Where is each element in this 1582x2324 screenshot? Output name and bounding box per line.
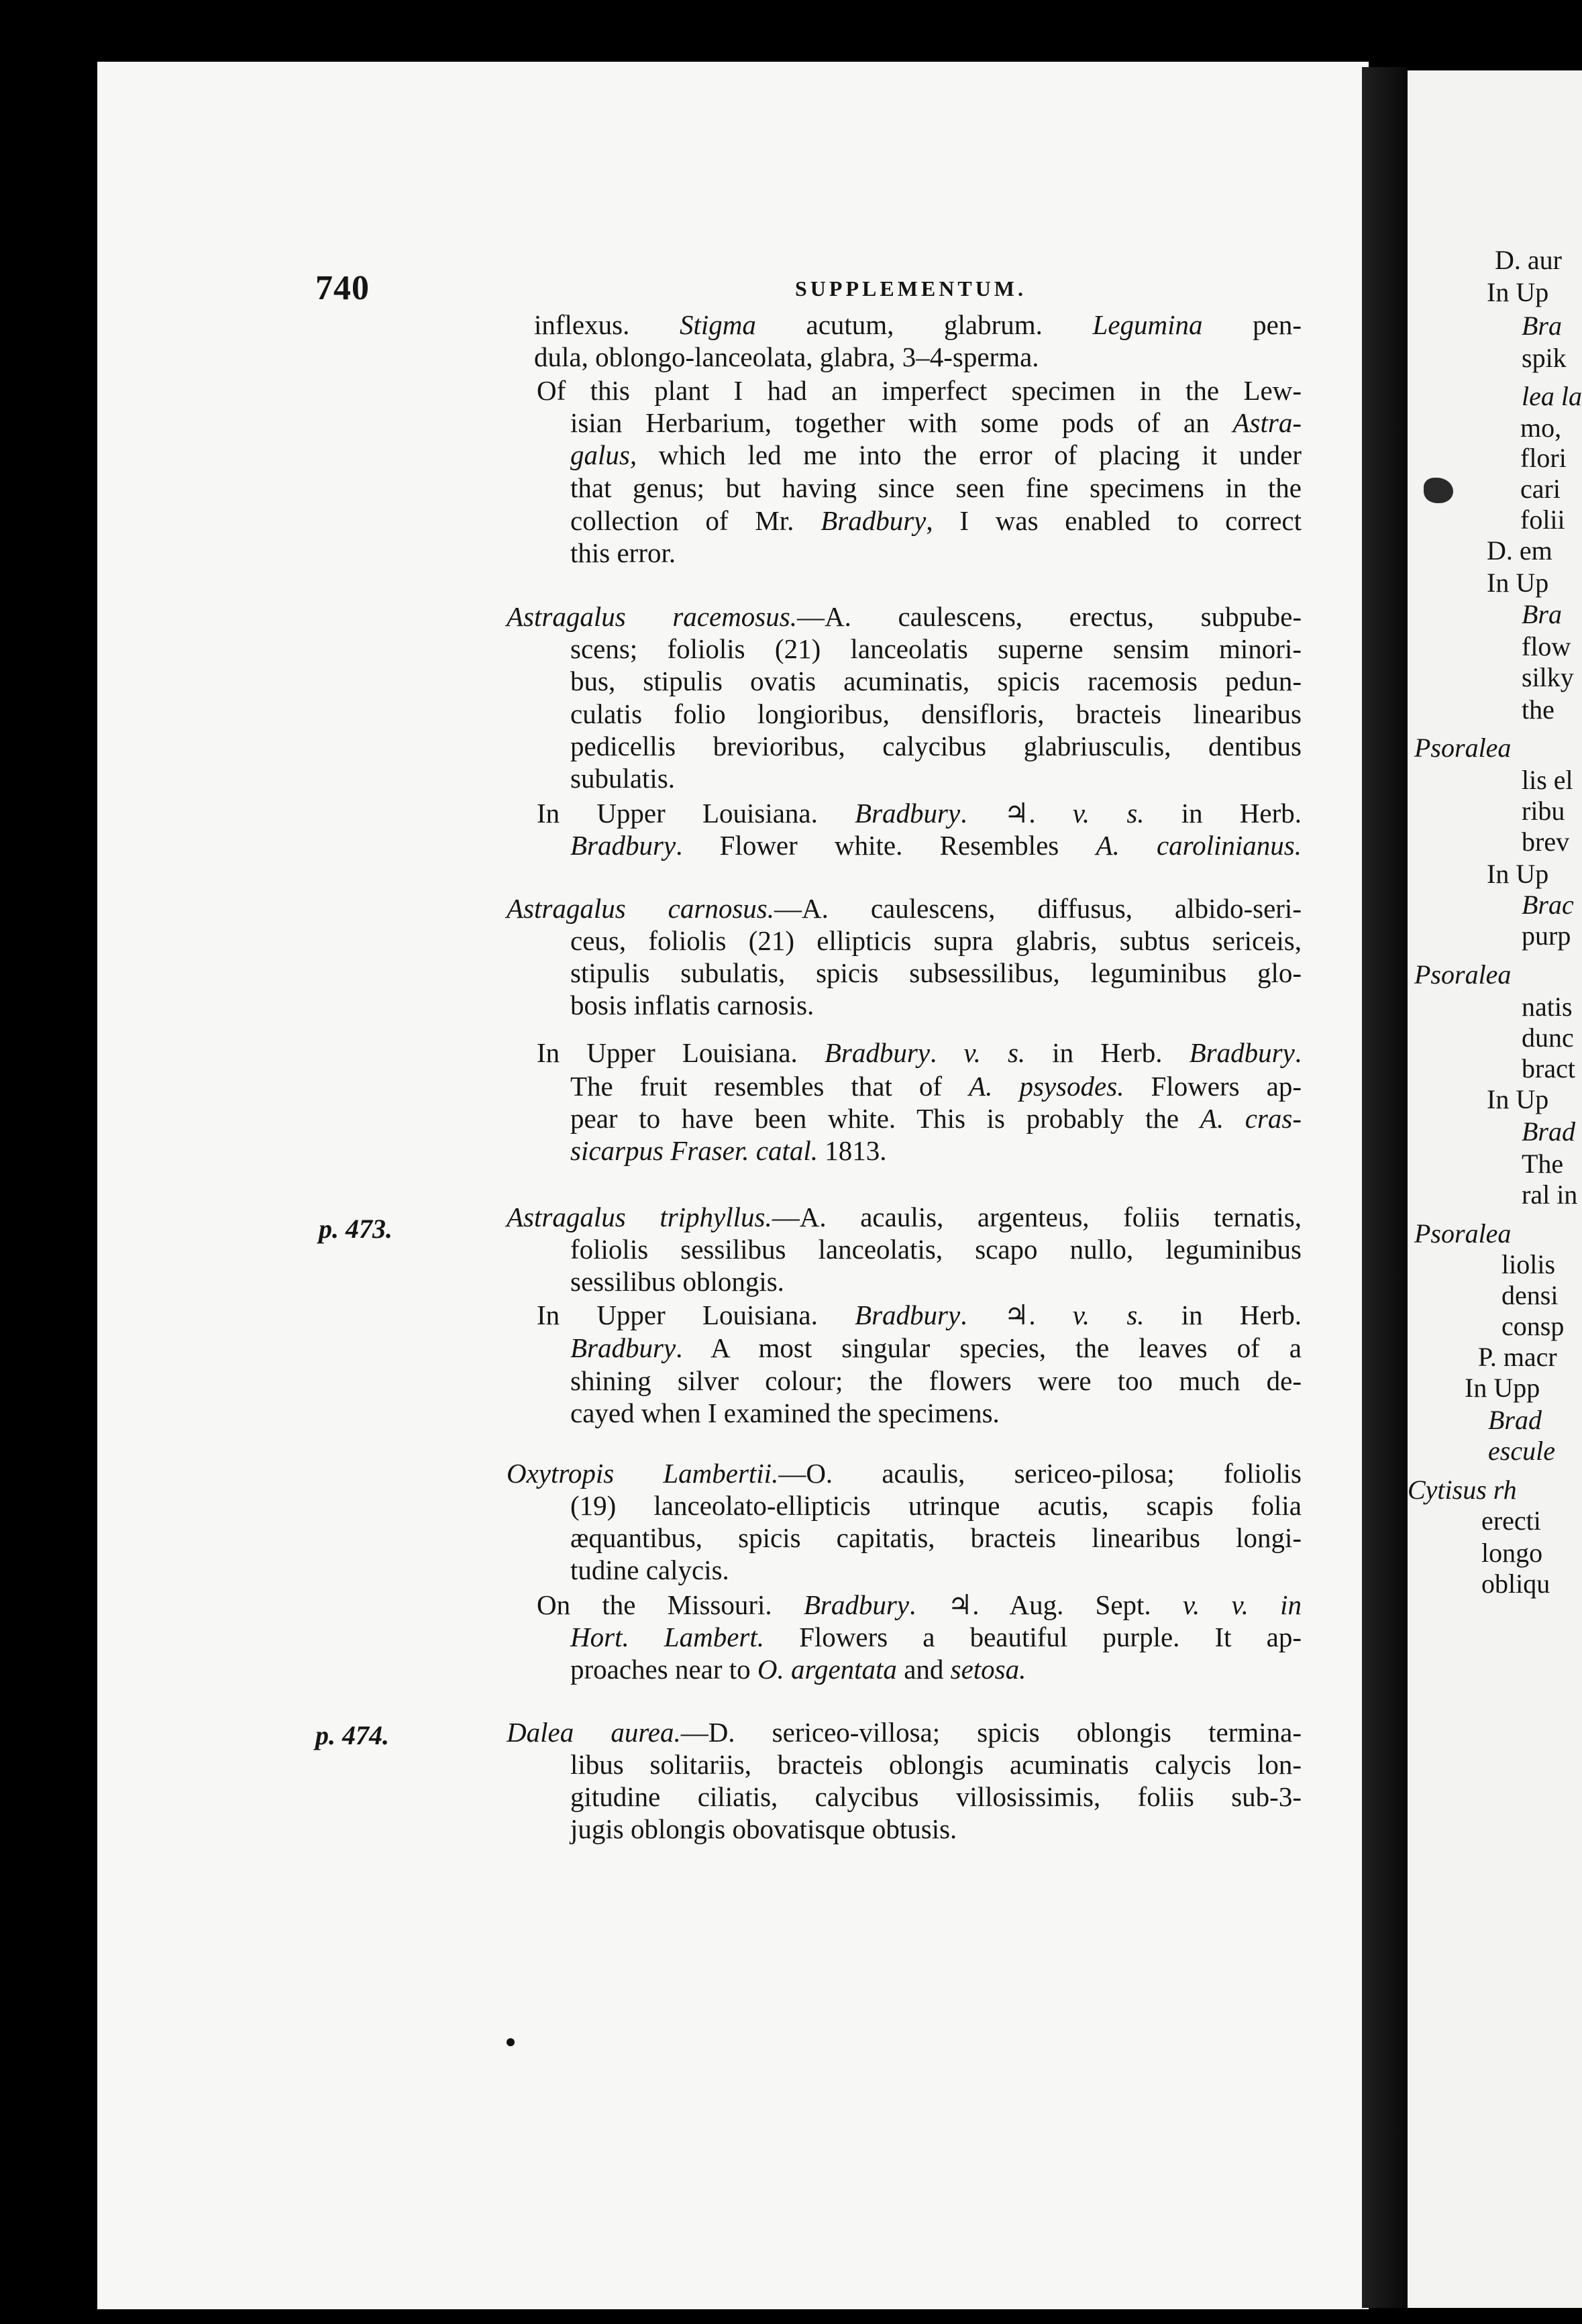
facing-page-line: densi bbox=[1501, 1280, 1559, 1310]
facing-page-line: ral in bbox=[1522, 1179, 1578, 1210]
facing-page-line: Psoralea bbox=[1414, 1218, 1512, 1249]
facing-page-line: Bra bbox=[1522, 599, 1562, 629]
facing-page-line: liolis bbox=[1501, 1249, 1556, 1279]
facing-page-line: consp bbox=[1501, 1311, 1565, 1341]
text-line: Hort. Lambert. Flowers a beautiful purple. It ap- bbox=[570, 1622, 1302, 1652]
facing-page-line: the bbox=[1522, 694, 1554, 725]
text-line: On the Missouri. Bradbury. ♃. Aug. Sept. v. v. in bbox=[537, 1589, 1302, 1620]
facing-page-line: Brac bbox=[1522, 890, 1574, 920]
text-line: Bradbury. Flower white. Resembles A. carolinianus. bbox=[570, 830, 1302, 861]
facing-page-line: Bra bbox=[1522, 311, 1562, 341]
facing-page-line: Brad bbox=[1488, 1405, 1542, 1435]
text-line: pear to have been white. This is probably the A. cras- bbox=[570, 1103, 1302, 1134]
facing-page-line: folii bbox=[1520, 505, 1565, 535]
facing-page-line: obliqu bbox=[1481, 1569, 1550, 1599]
text-line: galus, which led me into the error of placing it under bbox=[570, 439, 1302, 470]
text-line: The fruit resembles that of A. psysodes. Flowers ap- bbox=[570, 1071, 1302, 1102]
text-line: foliolis sessilibus lanceolatis, scapo nullo, leguminibus bbox=[570, 1234, 1302, 1265]
text-line: subulatis. bbox=[570, 763, 676, 794]
facing-page-line: In Up bbox=[1487, 859, 1549, 889]
book-spine-gutter bbox=[1362, 67, 1408, 2308]
text-line: bus, stipulis ovatis acuminatis, spicis racemosis pedun- bbox=[570, 666, 1302, 696]
text-line: dula, oblongo-lanceolata, glabra, 3–4-sperma. bbox=[534, 341, 1039, 372]
facing-page-line: Psoralea bbox=[1414, 733, 1512, 763]
text-line: this error. bbox=[570, 537, 676, 568]
facing-page-line: dunc bbox=[1522, 1022, 1574, 1053]
ink-blot bbox=[1424, 478, 1453, 503]
text-line: tudine calycis. bbox=[570, 1554, 729, 1585]
text-line: Of this plant I had an imperfect specimen in the Lew- bbox=[537, 375, 1302, 406]
facing-page-line: In Up bbox=[1487, 568, 1549, 598]
text-line: Astragalus racemosus.—A. caulescens, erectus, subpube- bbox=[507, 601, 1302, 632]
text-line: In Upper Louisiana. Bradbury. ♃. v. s. in Herb. bbox=[537, 798, 1302, 829]
text-line: sicarpus Fraser. catal. 1813. bbox=[570, 1135, 887, 1166]
text-line: Dalea aurea.—D. sericeo-villosa; spicis oblongis termina- bbox=[507, 1717, 1302, 1748]
facing-page-fragment bbox=[1408, 70, 1582, 2308]
facing-page-line: lea la bbox=[1522, 381, 1582, 411]
facing-page-line: erecti bbox=[1481, 1506, 1541, 1536]
text-line: bosis inflatis carnosis. bbox=[570, 990, 814, 1020]
facing-page-line: The bbox=[1522, 1149, 1564, 1179]
facing-page-line: cari bbox=[1520, 474, 1561, 504]
text-line: shining silver colour; the flowers were too much de- bbox=[570, 1365, 1302, 1396]
facing-page-line: ribu bbox=[1522, 796, 1565, 826]
page-number: 740 bbox=[315, 269, 370, 307]
facing-page-line: Cytisus rh bbox=[1408, 1475, 1517, 1505]
facing-page-line: lis el bbox=[1522, 765, 1573, 795]
facing-page-line: brev bbox=[1522, 827, 1570, 857]
text-line: pedicellis brevioribus, calycibus glabriusculis, dentibus bbox=[570, 731, 1302, 761]
text-line: inflexus. Stigma acutum, glabrum. Legumina pen- bbox=[534, 309, 1302, 340]
text-line: Oxytropis Lambertii.—O. acaulis, sericeo-pilosa; foliolis bbox=[507, 1458, 1302, 1489]
text-line: Astragalus triphyllus.—A. acaulis, argenteus, foliis ternatis, bbox=[507, 1202, 1302, 1232]
facing-page-line: D. em bbox=[1487, 535, 1552, 566]
text-line: æquantibus, spicis capitatis, bracteis linearibus longi- bbox=[570, 1522, 1302, 1553]
text-line: isian Herbarium, together with some pods of an Astra- bbox=[570, 407, 1302, 438]
text-line: cayed when I examined the specimens. bbox=[570, 1397, 1000, 1428]
text-line: jugis oblongis obovatisque obtusis. bbox=[570, 1813, 957, 1844]
facing-page-line: flow bbox=[1522, 631, 1571, 662]
facing-page-line: mo, bbox=[1520, 413, 1562, 443]
text-line: ceus, foliolis (21) ellipticis supra glabris, subtus sericeis, bbox=[570, 925, 1302, 956]
text-line: that genus; but having since seen fine specimens in the bbox=[570, 472, 1302, 503]
facing-page-line: bract bbox=[1522, 1053, 1575, 1084]
running-head: SUPPLEMENTUM. bbox=[795, 276, 1026, 301]
margin-ref-p473: p. 473. bbox=[319, 1214, 392, 1244]
facing-page-line: purp bbox=[1522, 920, 1571, 951]
text-line: In Upper Louisiana. Bradbury. v. s. in Herb. Bradbury. bbox=[537, 1037, 1302, 1068]
facing-page-line: In Upp bbox=[1465, 1373, 1540, 1403]
facing-page-line: flori bbox=[1520, 443, 1567, 473]
text-line: Astragalus carnosus.—A. caulescens, diffusus, albido-seri- bbox=[507, 893, 1302, 924]
text-line: (19) lanceolato-ellipticis utrinque acutis, scapis folia bbox=[570, 1490, 1302, 1521]
text-line: sessilibus oblongis. bbox=[570, 1266, 784, 1297]
facing-page-line: P. macr bbox=[1478, 1342, 1557, 1372]
text-line: In Upper Louisiana. Bradbury. ♃. v. s. in Herb. bbox=[537, 1300, 1302, 1330]
facing-page-line: spik bbox=[1522, 343, 1567, 373]
facing-page-line: longo bbox=[1481, 1538, 1543, 1568]
facing-page-line: natis bbox=[1522, 992, 1573, 1022]
text-line: proaches near to O. argentata and setosa. bbox=[570, 1654, 1026, 1685]
facing-page-line: In Up bbox=[1487, 277, 1549, 307]
text-line: gitudine ciliatis, calycibus villosissimis, foliis sub-3- bbox=[570, 1781, 1302, 1812]
facing-page-line: D. aur bbox=[1495, 245, 1562, 275]
ink-speck bbox=[507, 2038, 515, 2046]
facing-page-line: silky bbox=[1522, 662, 1574, 692]
margin-ref-p474: p. 474. bbox=[315, 1720, 389, 1750]
facing-page-line: escule bbox=[1488, 1436, 1555, 1466]
text-line: stipulis subulatis, spicis subsessilibus, leguminibus glo- bbox=[570, 957, 1302, 988]
text-line: Bradbury. A most singular species, the leaves of a bbox=[570, 1332, 1302, 1363]
text-line: collection of Mr. Bradbury, I was enabled to correct bbox=[570, 505, 1302, 536]
text-line: scens; foliolis (21) lanceolatis superne sensim minori- bbox=[570, 633, 1302, 664]
facing-page-line: Psoralea bbox=[1414, 959, 1512, 990]
facing-page-line: In Up bbox=[1487, 1084, 1549, 1114]
text-line: libus solitariis, bracteis oblongis acuminatis calycis lon- bbox=[570, 1749, 1302, 1780]
facing-page-line: Brad bbox=[1522, 1116, 1575, 1147]
text-line: culatis folio longioribus, densifloris, bracteis linearibus bbox=[570, 698, 1302, 729]
